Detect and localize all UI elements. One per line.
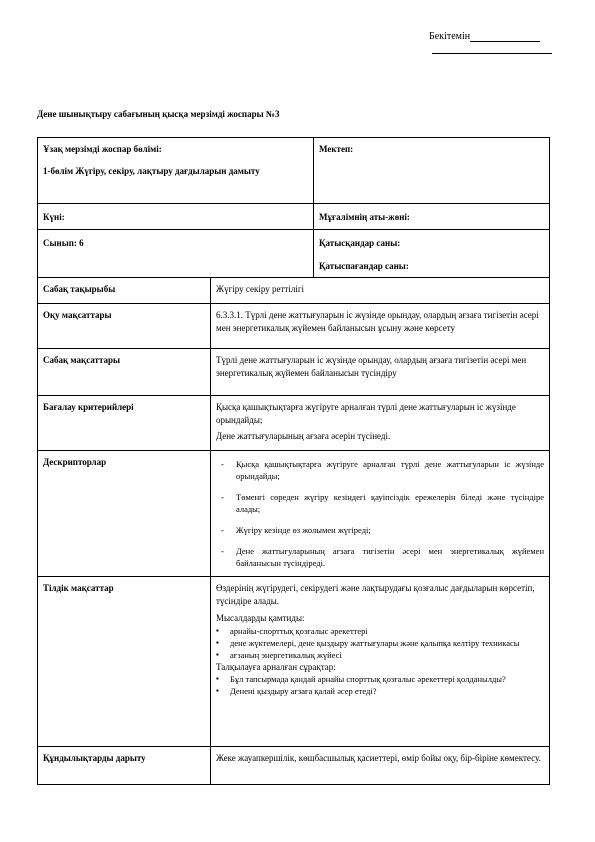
values-value: Жеке жауапкершілік, көшбасшылық қасиеттері, өмір бойы оқу, бір-біріне көмектесу. [211,747,550,785]
language-questions-label: Талқылауға арналған сұрақтар: [216,661,336,672]
descriptor-item: - Төменгі сөреден жүгіру кезіндегі қауіпсіздік ережелерін біледі және түсіндіре алады; [216,491,544,515]
lesson-goals-value: Түрлі дене жаттығуларын іс жүзінде орындау, олардың ағзаға тигізетін әсері мен энергетикалық жүйемен байланысын түсіндіру [211,349,550,396]
language-question-item: ▪ Денені қыздыру ағзаға қалай әсер етеді? [216,685,544,697]
date-cell: Күні: [38,204,314,230]
lesson-goals-label: Сабақ мақсаттары [38,349,211,396]
language-example-item: ▪ ағзаның энергетикалық жүйесі [216,649,544,661]
table-row [38,138,550,204]
language-goals-label: Тілдік мақсаттар [38,577,211,747]
criteria-value-1: Қысқа қашықтықтарға жүгіруге арналған түрлі дене жаттығуларын іс жүзінде орындайды; [216,402,516,425]
descriptor-item: - Қысқа қашықтықтарға жүгіруге арналған түрлі дене жаттығуларын іс жүзінде орындайды; [216,458,544,482]
plan-section-value: 1-бөлім Жүгіру, секіру, лақтыру дағдыларын дамыту [43,165,260,176]
approval-label: Бекітемін [429,31,471,42]
language-question-item: ▪ Бұл тапсырмада қандай арнайы спорттық қозғалыс әрекеттері қолданылды? [216,673,544,685]
table-row [38,204,550,230]
criteria-label: Бағалау критерийлері [38,396,211,451]
language-example-item: ▪ арнайы-спорттық қозғалыс әрекеттері [216,625,544,637]
descriptors-cell [211,451,550,577]
objectives-value: 6.3.3.1. Түрлі дене жаттығуларын іс жүзінде орындау, олардың ағзаға тигізетін әсері мен энергетикалық жүйемен байланысын ұсыну және көрсету [211,304,550,349]
table-row [38,278,550,304]
table-row [38,747,550,785]
table-row [38,349,550,396]
teacher-cell: Мұғалімнің аты-жөні: [314,204,550,230]
attendance-cell [314,230,550,278]
approval-second-line [432,53,552,54]
class-cell: Сынып: 6 [38,230,314,278]
language-example-item: ▪ дене жүктемелері, дене қыздыру жаттығулары және қалыпқа келтіру техникасы [216,637,544,649]
table-row [38,451,550,577]
plan-section-label: Ұзақ мерзімді жоспар бөлімі: [43,144,162,154]
lesson-plan-table [37,137,550,785]
criteria-value-2: Дене жаттығуларының ағзаға әсерін түсінеді. [216,431,391,441]
table-row [38,304,550,349]
plan-section-cell [38,138,314,204]
document-title: Дене шынықтыру сабағының қысқа мерзімді жоспары №3 [37,109,280,119]
approval-line [429,31,540,42]
values-label: Құндылықтарды дарыту [38,747,211,785]
present-label: Қатысқандар саны: [319,238,401,248]
language-intro: Өздерінің жүгірудегі, секірудегі және лақтырудағы қозғалыс дағдыларын көрсетіп, түсіндіре алады. [216,583,535,606]
table-row [38,230,550,278]
descriptors-label: Дескрипторлар [38,451,211,577]
language-examples-label: Мысалдарды қамтиды: [216,613,305,623]
objectives-label: Оқу мақсаттары [38,304,211,349]
descriptor-item: - Дене жаттығуларының ағзаға тигізетін әсері мен энергетикалық жүйемен байланысын түсіндіреді. [216,545,544,569]
school-cell: Мектеп: [314,138,550,204]
topic-value: Жүгіру секіру реттілігі [211,278,550,304]
criteria-value [211,396,550,451]
table-row [38,396,550,451]
descriptor-item: - Жүгіру кезінде өз жолымен жүгіреді; [216,524,544,536]
approval-signature-line [470,31,540,42]
topic-label: Сабақ тақырыбы [38,278,211,304]
absent-label: Қатыспағандар саны: [319,260,409,271]
table-row [38,577,550,747]
language-goals-cell [211,577,550,747]
